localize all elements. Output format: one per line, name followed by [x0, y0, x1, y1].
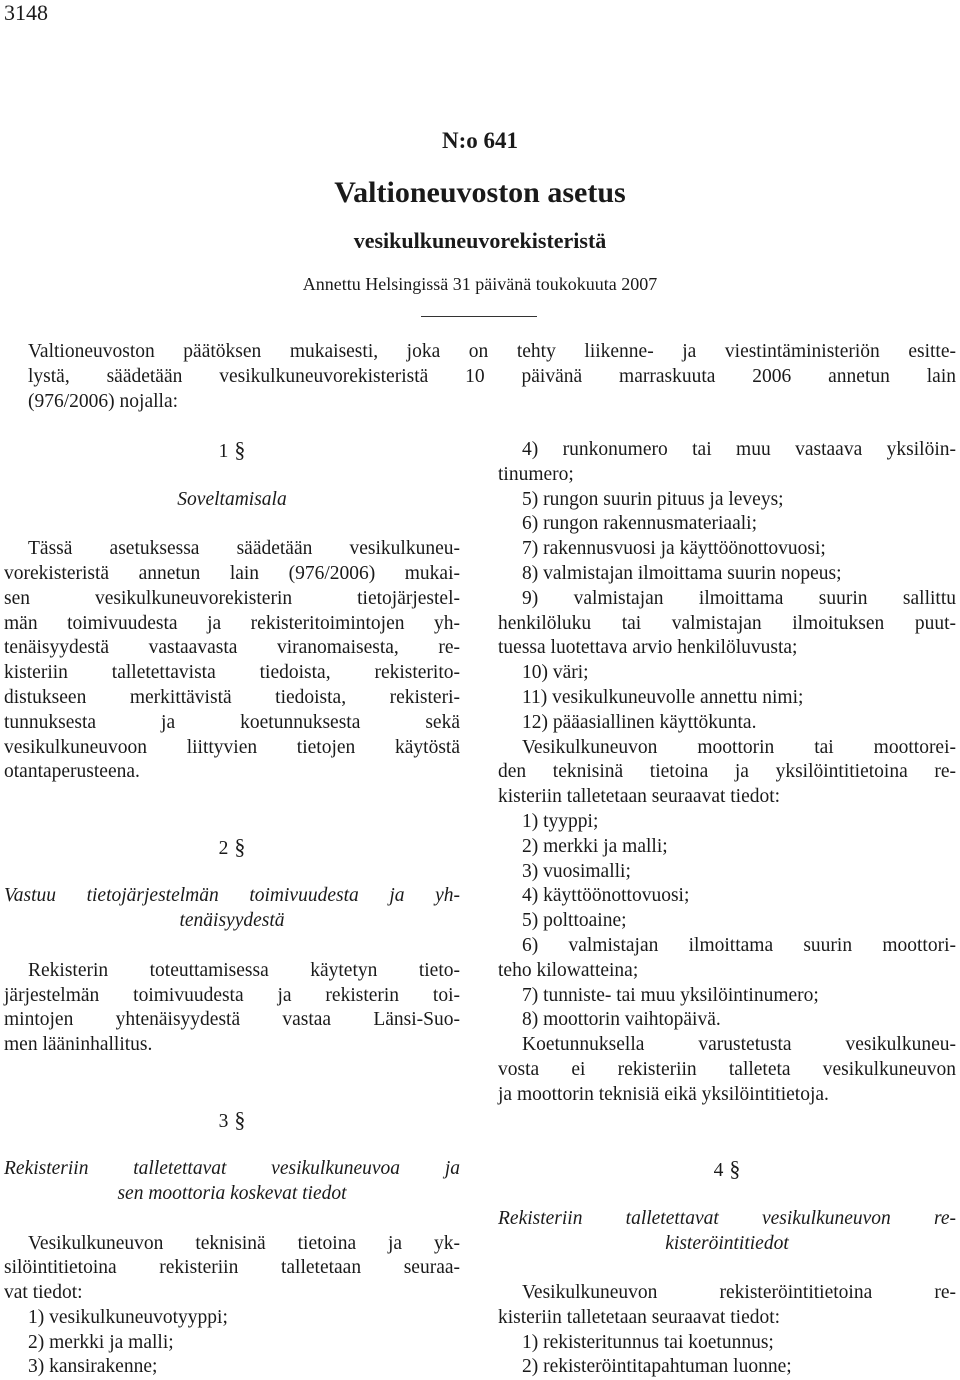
trial-plate-text: Koetunnuksella varustetusta vesikulkuneu- vosta ei rekisteriin talleteta vesikulkuneuvon ja moottorin teknisiä eikä yksilöintitietoja.: [498, 1034, 956, 1105]
section-4-heading: Rekisteriin talletettavat vesikulkuneuvon re- kisteröintitiedot: [498, 1207, 956, 1254]
section-sign: §: [234, 833, 246, 859]
section-2-heading: Vastuu tietojärjestelmän toimivuudesta ja yh- tenäisyydestä: [4, 885, 460, 932]
section-4-intro: Vesikulkuneuvon rekisteröintitietoina re- kisteriin talletetaan seuraavat tiedot:: [498, 1282, 956, 1328]
section-1-heading: Soveltamisala: [177, 488, 287, 510]
engine-data-list: 1) tyyppi; 2) merkki ja malli; 3) vuosimalli; 4) käyttöönottovuosi; 5) polttoaine; 6) valmistajan ilmoittama suurin moottori- teho kilowatteina; 7) tunniste- tai muu yksilöintinumero; 8) moottorin vaihtopäivä.: [498, 810, 956, 1031]
preamble-line: Valtioneuvoston päätöksen mukaisesti, joka on tehty liikenne- ja viestintäministeriön esitte-: [28, 341, 956, 362]
section-2-number: 2 §: [218, 833, 246, 859]
vessel-data-list: 4) runkonumero tai muu vastaava yksilöin- tinumero; 5) rungon suurin pituus ja leveys; 6) rungon rakennusmateriaali; 7) rakennusvuosi ja käyttöönottovuosi; 8) valmistajan ilmoittama suurin nopeus; 9) valmistajan ilmoittama suurin sallittu henkilöluku tai valmistajan ilmoituksen puut- tuessa luotettava arvio henkilöluvusta; 10) väri; 11) vesikulkuneuvolle annettu nimi; 12) pääasiallinen käyttökunta.: [498, 439, 956, 733]
right-column: [498, 438, 956, 1380]
preamble: [28, 340, 956, 414]
section-3-heading: Rekisteriin talletettavat vesikulkuneuvoa ja sen moottoria koskevat tiedot: [4, 1158, 460, 1204]
list-item: 1) rekisteritunnus tai koetunnus;: [522, 1331, 774, 1353]
section-1-number: 1 §: [218, 437, 246, 462]
issued-date: Annettu Helsingissä 31 päivänä toukokuuta 2007: [302, 274, 658, 294]
section-sign: §: [729, 1156, 741, 1182]
preamble-line: lystä, säädetään vesikulkuneuvorekisteristä 10 päivänä marraskuuta 2006 annetun lain: [28, 365, 956, 387]
section-sign: §: [234, 437, 246, 462]
engine-intro: Vesikulkuneuvon moottorin tai moottorei- den teknisinä tietoina ja yksilöintitietoina re- kisteriin talletetaan seuraavat tiedot:: [498, 736, 956, 808]
section-3-number: 3 §: [218, 1106, 246, 1132]
preamble-line: (976/2006) nojalla:: [28, 390, 179, 412]
page-number: 3148: [4, 0, 48, 25]
decree-subtitle: vesikulkuneuvorekisteristä: [353, 228, 607, 253]
section-3-intro: Vesikulkuneuvon teknisinä tietoina ja yk- silöintitietoina rekisteriin talletetaan seuraa- vat tiedot:: [4, 1232, 460, 1304]
doc-number: N:o 641: [441, 128, 519, 153]
decree-title: Valtioneuvoston asetus: [334, 176, 626, 209]
divider: [421, 316, 537, 317]
section-2-text: Rekisterin toteuttamisessa käytetyn tieto- järjestelmän toimivuudesta ja rekisterin toi- mintojen yhtenäisyydestä vastaa Länsi-Suo- men lääninhallitus.: [4, 959, 460, 1056]
list-item: 2) rekisteröintitapahtuman luonne;: [522, 1356, 792, 1378]
section-1-text: Tässä asetuksessa säädetään vesikulkuneu- vorekisteristä annetun lain (976/2006) mukai- sen vesikulkuneuvorekisterin tietojärjestel- män toimivuudesta ja rekisteritoimintojen yh- tenäisyydestä vastaavasta viranomaisesta, re- kisteriin talletettavista tiedoista, rekisterito- distukseen merkittävistä tiedoista, rekisteri- tunnuksesta ja koetunnuksesta sekä vesikulkuneuvoon liittyvien tietojen käytöstä otantaperusteena.: [4, 538, 460, 783]
list-item: 2) merkki ja malli;: [28, 1331, 174, 1353]
list-item: 3) kansirakenne;: [28, 1356, 158, 1378]
left-column: [4, 438, 460, 1380]
section-4-number: 4 §: [713, 1156, 741, 1182]
list-item: 1) vesikulkuneuvotyyppi;: [28, 1306, 228, 1328]
section-sign: §: [234, 1106, 246, 1132]
